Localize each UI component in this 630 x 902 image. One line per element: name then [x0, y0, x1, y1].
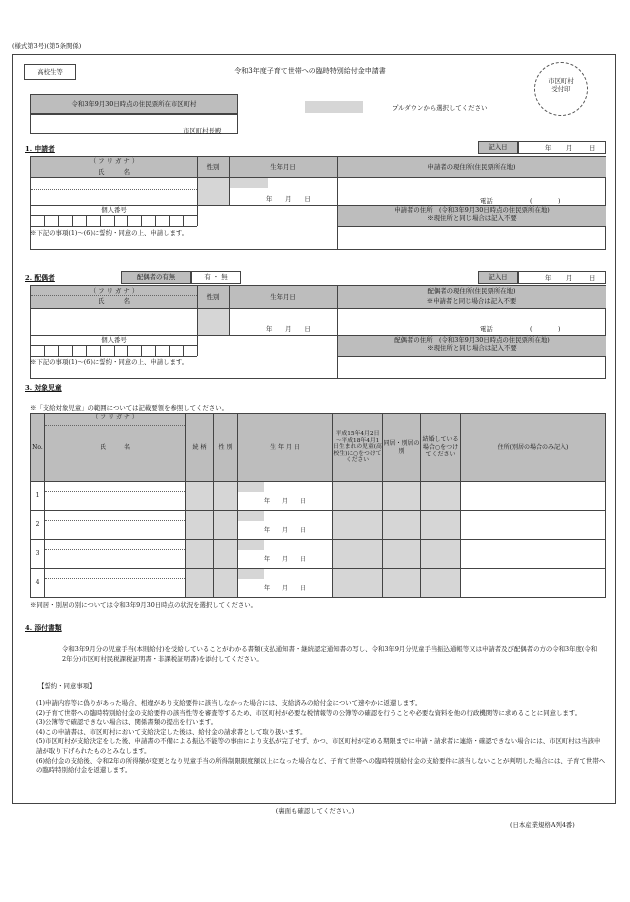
- spouse-same-applicant-note: ※申請者と同じ場合は記入不要: [426, 297, 517, 305]
- child-name-field[interactable]: [45, 511, 186, 540]
- child-name-field[interactable]: [45, 482, 186, 511]
- applicant-addr-asof-label: 申請者の住所 (令和3年9月30日時点の住民票所在地): [394, 206, 550, 214]
- col-relation: 続 柄: [186, 414, 214, 482]
- spouse-fill-month: 月: [566, 274, 573, 282]
- applicant-addr-asof-bg: [338, 206, 606, 226]
- spouse-fill-date-field[interactable]: [518, 271, 606, 284]
- child-name-field[interactable]: [45, 569, 186, 598]
- child-gender-field[interactable]: [214, 511, 238, 540]
- child-relation-field[interactable]: [186, 569, 214, 598]
- child-cohabit-field[interactable]: [383, 540, 421, 569]
- row-number: 3: [31, 540, 45, 569]
- fill-year: 年: [545, 144, 552, 152]
- residence-header: 令和3年9月30日時点の住民票所在市区町村: [30, 94, 238, 114]
- applicant-id-field[interactable]: [31, 215, 197, 226]
- child-relation-field[interactable]: [186, 540, 214, 569]
- spouse-fill-date-label: 記入日: [478, 271, 518, 284]
- spouse-gender-field[interactable]: [198, 309, 229, 335]
- col-birth: 生 年 月 日: [238, 414, 333, 482]
- child-cohabit-field[interactable]: [383, 482, 421, 511]
- child-name-field[interactable]: [45, 540, 186, 569]
- children-scope-note: ※「支給対象児童」の範囲については記載要領を参照してください。: [30, 404, 228, 412]
- stamp-line2: 受付印: [551, 85, 571, 93]
- child-birth-field[interactable]: [238, 569, 333, 598]
- spouse-birth-label: 生年月日: [270, 293, 296, 301]
- type-badge: 高校生等: [24, 64, 76, 80]
- child-married-field[interactable]: [421, 569, 461, 598]
- form-reference: (様式第3号)(第5条関係): [12, 42, 82, 50]
- fill-day: 日: [589, 144, 596, 152]
- spouse-heading: 2. 配偶者: [25, 274, 55, 282]
- col-name-label: 氏 名: [99, 444, 130, 451]
- applicant-furigana-label: （ フ リ ガ ナ ）: [89, 157, 139, 165]
- applicant-gender-field[interactable]: [198, 178, 229, 205]
- child-address-field[interactable]: [461, 569, 606, 598]
- spouse-fill-year: 年: [545, 274, 552, 282]
- child-row: [31, 511, 606, 540]
- child-married-field[interactable]: [421, 540, 461, 569]
- applicant-heading: 1. 申請者: [25, 145, 55, 153]
- attach-heading: 4. 添付書類: [25, 624, 62, 632]
- child-birth-ymd: 年 月 日: [263, 527, 306, 535]
- col-address: 住所(別居の場合のみ記入): [461, 414, 606, 482]
- fill-month: 月: [566, 144, 573, 152]
- spouse-phone-label: 電話: [480, 325, 493, 333]
- child-birth-ymd: 年 月 日: [263, 556, 306, 564]
- child-gender-field[interactable]: [214, 540, 238, 569]
- child-highschool-field[interactable]: [333, 540, 383, 569]
- applicant-name-label: 氏 名: [98, 168, 130, 176]
- child-birth-field[interactable]: [238, 540, 333, 569]
- child-relation-field[interactable]: [186, 482, 214, 511]
- child-married-field[interactable]: [421, 511, 461, 540]
- child-address-field[interactable]: [461, 540, 606, 569]
- applicant-phone-label: 電話: [480, 197, 493, 205]
- pledge-item: (1)申請内容等に偽りがあった場合、相違があり支給要件に該当しなかった場合には、支給済みの給付金について速やかに返還します。: [36, 699, 422, 707]
- col-cohabit: 同居・別居の別: [383, 414, 421, 482]
- spouse-id-label: 個人番号: [101, 336, 127, 344]
- row-number: 1: [31, 482, 45, 511]
- spouse-birth-ymd: 年 月 日: [266, 325, 311, 333]
- child-birth-ymd: 年 月 日: [263, 498, 306, 506]
- children-heading: 3. 対象児童: [25, 384, 62, 392]
- child-birth-ymd: 年 月 日: [263, 585, 306, 593]
- child-cohabit-field[interactable]: [383, 569, 421, 598]
- child-highschool-field[interactable]: [333, 569, 383, 598]
- child-row: [31, 482, 606, 511]
- col-highschool: 平成15年4月2日～平成18年4月1日生まれの児童(高校生)に○をつけてください: [333, 414, 383, 482]
- child-gender-field[interactable]: [214, 482, 238, 511]
- applicant-era-select[interactable]: [230, 178, 268, 188]
- col-name: [45, 414, 186, 482]
- applicant-pledge-note: ※下記の事項(1)～(6)に誓約・同意の上、申請します。: [30, 229, 189, 237]
- child-cohabit-field[interactable]: [383, 511, 421, 540]
- applicant-gender-label: 性別: [206, 163, 220, 171]
- applicant-birth-ymd: 年 月 日: [266, 195, 311, 203]
- child-relation-field[interactable]: [186, 511, 214, 540]
- row-number: 2: [31, 511, 45, 540]
- spouse-id-field[interactable]: [31, 345, 197, 356]
- applicant-address-label: 申請者の現住所(住民票所在地): [427, 163, 516, 171]
- pulldown-note: プルダウンから選択してください: [392, 104, 488, 112]
- spouse-fill-day: 日: [589, 274, 596, 282]
- spouse-name-label: 氏 名: [98, 297, 130, 305]
- pledge-heading: 【誓約・同意事項】: [38, 682, 96, 690]
- spouse-furigana-label: （ フ リ ガ ナ ）: [89, 287, 139, 295]
- spouse-same-note: ※現住所と同じ場合は記入不要: [427, 344, 517, 352]
- form-title: 令和3年度子育て世帯への臨時特別給付金申請書: [234, 67, 386, 75]
- col-married: 結婚している場合○をつけてください: [421, 414, 461, 482]
- child-birth-field[interactable]: [238, 482, 333, 511]
- child-birth-field[interactable]: [238, 511, 333, 540]
- child-highschool-field[interactable]: [333, 511, 383, 540]
- row-number: 4: [31, 569, 45, 598]
- spouse-addr-asof-bg: [338, 336, 606, 356]
- pledge-item: (2)子育て世帯への臨時特別給付金の支給要件の該当性等を審査等するため、市区町村が必要な税情報等の公簿等の確認を行うことや必要な資料を他の行政機関等に求めることに同意します。: [36, 708, 582, 717]
- attach-text: 令和3年9月分の児童手当(本則給付)を受給していることがわかる書類(支払通知書・継続認定通知書の写し、令和3年9月分児童手当振込通帳等又は申請者及び配偶者の方の令和3年度(令和2年分)市区町村民税課税証明書・非課税証明書)を添付してください。: [62, 645, 598, 663]
- children-table: [30, 413, 606, 598]
- has-spouse-select[interactable]: 有 ・ 無: [191, 271, 241, 284]
- spouse-phone-field[interactable]: ( ): [530, 325, 561, 333]
- children-footnote: ※同居・別居の別については令和3年9月30日時点の状況を選択してください。: [30, 601, 258, 609]
- col-gender: 性 別: [214, 414, 238, 482]
- applicant-phone-field[interactable]: ( ): [530, 197, 561, 205]
- child-highschool-field[interactable]: [333, 482, 383, 511]
- pledge-item: (5)市区町村が支給決定をした後、申請書の不備による振込不能等の事由により支払が完了せず、かつ、市区町村が定める期限までに申請・請求者に連絡・確認できない場合には、市区町村は当該申請が取り下げられたものとみなします。: [36, 737, 601, 756]
- spouse-addr-asof-label: 配偶者の住所 (令和3年9月30日時点の住民票所在地): [394, 336, 550, 344]
- child-married-field[interactable]: [421, 482, 461, 511]
- pledge-item: (3)公簿等で確認できない場合は、関係書類の提出を行います。: [36, 718, 218, 727]
- mayor-label: 市区町村長殿: [183, 127, 222, 135]
- fill-date-label: 記入日: [478, 141, 518, 154]
- has-spouse-label: 配偶者の有無: [121, 271, 191, 284]
- spouse-pledge-note: ※下記の事項(1)～(6)に誓約・同意の上、申請します。: [30, 358, 189, 366]
- size-note: (日本産業規格A列4番): [510, 821, 575, 829]
- child-row: [31, 569, 606, 598]
- pulldown-select[interactable]: [305, 101, 363, 113]
- reception-stamp: [534, 62, 588, 116]
- stamp-line1: 市区町村: [548, 77, 574, 85]
- child-address-field[interactable]: [461, 482, 606, 511]
- pledge-list: [36, 699, 606, 776]
- col-no: No.: [31, 414, 45, 482]
- applicant-id-label: 個人番号: [101, 206, 127, 214]
- applicant-birth-label: 生年月日: [270, 163, 296, 171]
- pledge-item: (6)給付金の支給後、令和2年の所得額が変更となり児童手当の所得制限限度額以上になった場合など、子育て世帯への臨時特別給付金の支給要件に該当しないことが判明した場合には、子育て世帯への臨時特別給付金を返還します。: [36, 756, 606, 775]
- child-address-field[interactable]: [461, 511, 606, 540]
- child-row: [31, 540, 606, 569]
- applicant-same-note: ※現住所と同じ場合は記入不要: [427, 214, 517, 222]
- back-note: (裏面も確認してください。): [275, 807, 355, 815]
- spouse-gender-label: 性別: [206, 293, 220, 301]
- col-furigana: （ フ リ ガ ナ ）: [45, 414, 185, 426]
- pledge-item: (4)この申請書は、市区町村において支給決定した後は、給付金の請求書として取り扱います。: [36, 727, 307, 736]
- fill-date-field[interactable]: [518, 141, 606, 154]
- spouse-address-label: 配偶者の現住所(住民票所在地): [427, 287, 516, 295]
- child-gender-field[interactable]: [214, 569, 238, 598]
